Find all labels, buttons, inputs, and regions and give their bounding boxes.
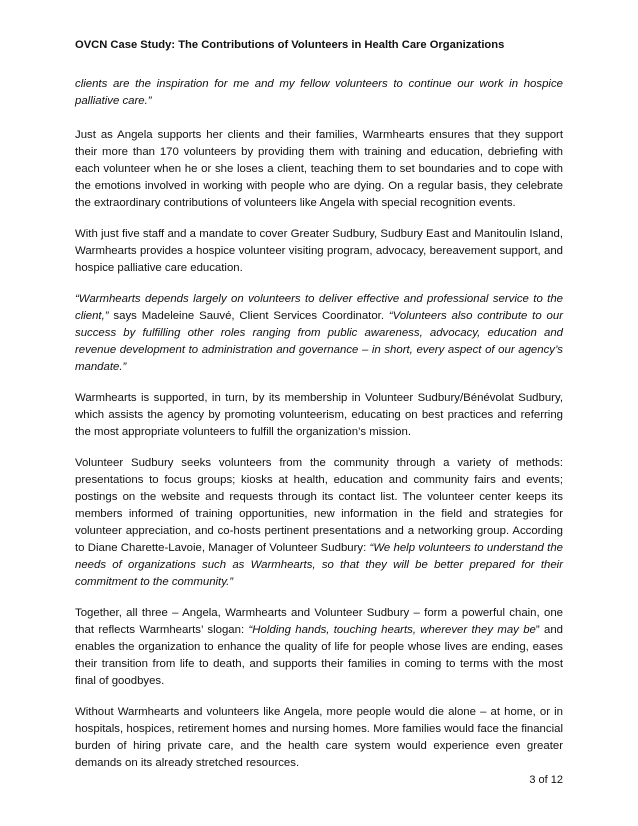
body-text: ” and enables the organization to enhance the quality of life for people whose lives are ending, eases their transition from life to death, and supports their families in coming to terms with the most final of goodbyes. [75, 624, 564, 687]
paragraph-volunteer-sudbury [75, 455, 563, 591]
paragraph-support: Just as Angela supports her clients and their families, Warmhearts ensures that they support their more than 170 volunteers by providing them with training and education, debriefing with each volunteer when he or she loses a client, teaching them to set boundaries and to cope with the emotions involved in working with people who are dying. On a regular basis, they celebrate the extraordinary contributions of volunteers like Angela with special recognition events. [75, 129, 563, 209]
paragraph-membership: Warmhearts is supported, in turn, by its membership in Volunteer Sudbury/Bénévolat Sudbury, which assists the agency by promoting volunteerism, educating on best practices and referring the most appropriate volunteers to fulfill the organization’s mission. [75, 392, 563, 438]
body-text: Together, all three – Angela, Warmhearts and Volunteer Sudbury – form a powerful chain, one that reflects Warmhearts’ slogan: [75, 607, 563, 636]
page-number: 3 of 12 [529, 774, 563, 786]
paragraph-quote-continuation [75, 76, 563, 110]
quote-text: “We help volunteers to understand the needs of organizations such as Warmhearts, so that they will be better prepared for their commitment to the community.” [75, 542, 563, 588]
slogan-text: “Holding hands, touching hearts, wherever they may be [248, 624, 536, 636]
quote-text: “Warmhearts depends largely on volunteers to deliver effective and professional service to the client,” [75, 293, 563, 322]
attribution-text: says Madeleine Sauvé, Client Services Coordinator. [108, 310, 389, 322]
paragraph-client-services [75, 291, 563, 376]
paragraph-powerful-chain [75, 605, 563, 690]
paragraph-mandate: With just five staff and a mandate to cover Greater Sudbury, Sudbury East and Manitoulin Island, Warmhearts provides a hospice volunteer visiting program, advocacy, bereavement support, and hospice palliative care education. [75, 228, 563, 274]
quote-text: clients are the inspiration for me and my fellow volunteers to continue our work in hospice palliative care.” [75, 78, 563, 107]
document-body [75, 76, 563, 786]
body-text: Volunteer Sudbury seeks volunteers from the community through a variety of methods: presentations to focus groups; kiosks at health, education and community fairs and events; postings on the website and requests through its contact list. The volunteer center keeps its members informed of training opportunities, new information in the field and strategies for volunteer appreciation, and co-hosts pertinent presentations and a networking group. According to Diane Charette-Lavoie, Manager of Volunteer Sudbury: [75, 457, 563, 554]
paragraph-conclusion: Without Warmhearts and volunteers like Angela, more people would die alone – at home, or in hospitals, hospices, retirement homes and nursing homes. More families would face the financial burden of hiring private care, and the health care system would experience even greater demands on its already stretched resources. [75, 706, 563, 769]
quote-text: “Volunteers also contribute to our success by fulfilling other roles ranging from public awareness, advocacy, education and revenue development to administration and governance – in short, every aspect of our agency’s mandate.” [75, 310, 563, 373]
document-header: OVCN Case Study: The Contributions of Volunteers in Health Care Organizations [75, 39, 505, 51]
